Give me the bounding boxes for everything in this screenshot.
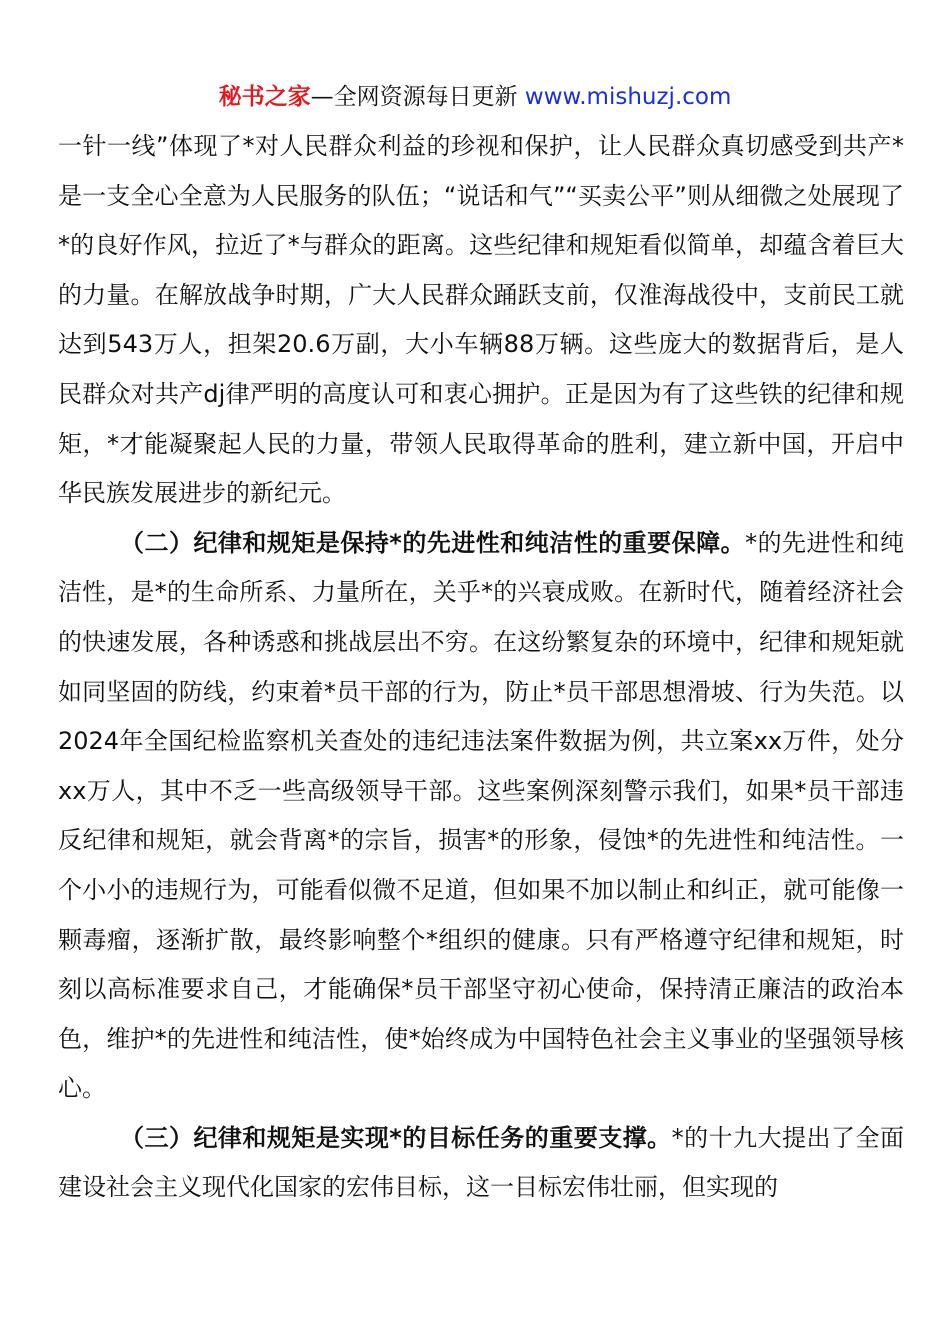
- paragraph-3: [58, 1114, 904, 1213]
- paragraph-3-text: *的十九大提出了全面建设社会主义现代化国家的宏伟目标，这一目标宏伟壮丽，但实现的: [58, 1123, 904, 1202]
- header-tagline: —全网资源每日更新: [310, 84, 525, 110]
- paragraph-2-text: *的先进性和纯洁性，是*的生命所系、力量所在，关乎*的兴衰成败。在新时代，随着经济社会的快速发展，各种诱惑和挑战层出不穷。在这纷繁复杂的环境中，纪律和规矩就如同坚固的防线，约束着*员干部的行为，防止*员干部思想滑坡、行为失范。以2024年全国纪检监察机关查处的违纪违法案件数据为例，共立案xx万件，处分xx万人，其中不乏一些高级领导干部。这些案例深刻警示我们，如果*员干部违反纪律和规矩，就会背离*的宗旨，损害*的形象，侵蚀*的先进性和纯洁性。一个小小的违规行为，可能看似微不足道，但如果不加以制止和纠正，就可能像一颗毒瘤，逐渐扩散，最终影响整个*组织的健康。只有严格遵守纪律和规矩，时刻以高标准要求自己，才能确保*员干部坚守初心使命，保持清正廉洁的政治本色，维护*的先进性和纯洁性，使*始终成为中国特色社会主义事业的坚强领导核心。: [58, 528, 904, 1103]
- page-header: [0, 80, 950, 114]
- paragraph-1: [58, 122, 904, 519]
- brand-name: 秘书之家: [218, 84, 311, 110]
- paragraph-2: [58, 519, 904, 1114]
- document-body: [58, 122, 904, 1213]
- site-url-link[interactable]: www.mishuzj.com: [524, 84, 732, 110]
- section-3-heading: （三）纪律和规矩是实现*的目标任务的重要支撑。: [120, 1123, 672, 1152]
- paragraph-1-text: 一针一线”体现了*对人民群众利益的珍视和保护，让人民群众真切感受到共产*是一支全心全意为人民服务的队伍；“说话和气”“买卖公平”则从细微之处展现了*的良好作风，拉近了*与群众的距离。这些纪律和规矩看似简单，却蕴含着巨大的力量。在解放战争时期，广大人民群众踊跃支前，仅淮海战役中，支前民工就达到543万人，担架20.6万副，大小车辆88万辆。这些庞大的数据背后，是人民群众对共产dj律严明的高度认可和衷心拥护。正是因为有了这些铁的纪律和规矩，*才能凝聚起人民的力量，带领人民取得革命的胜利，建立新中国，开启中华民族发展进步的新纪元。: [58, 132, 904, 508]
- section-2-heading: （二）纪律和规矩是保持*的先进性和纯洁性的重要保障。: [120, 528, 746, 557]
